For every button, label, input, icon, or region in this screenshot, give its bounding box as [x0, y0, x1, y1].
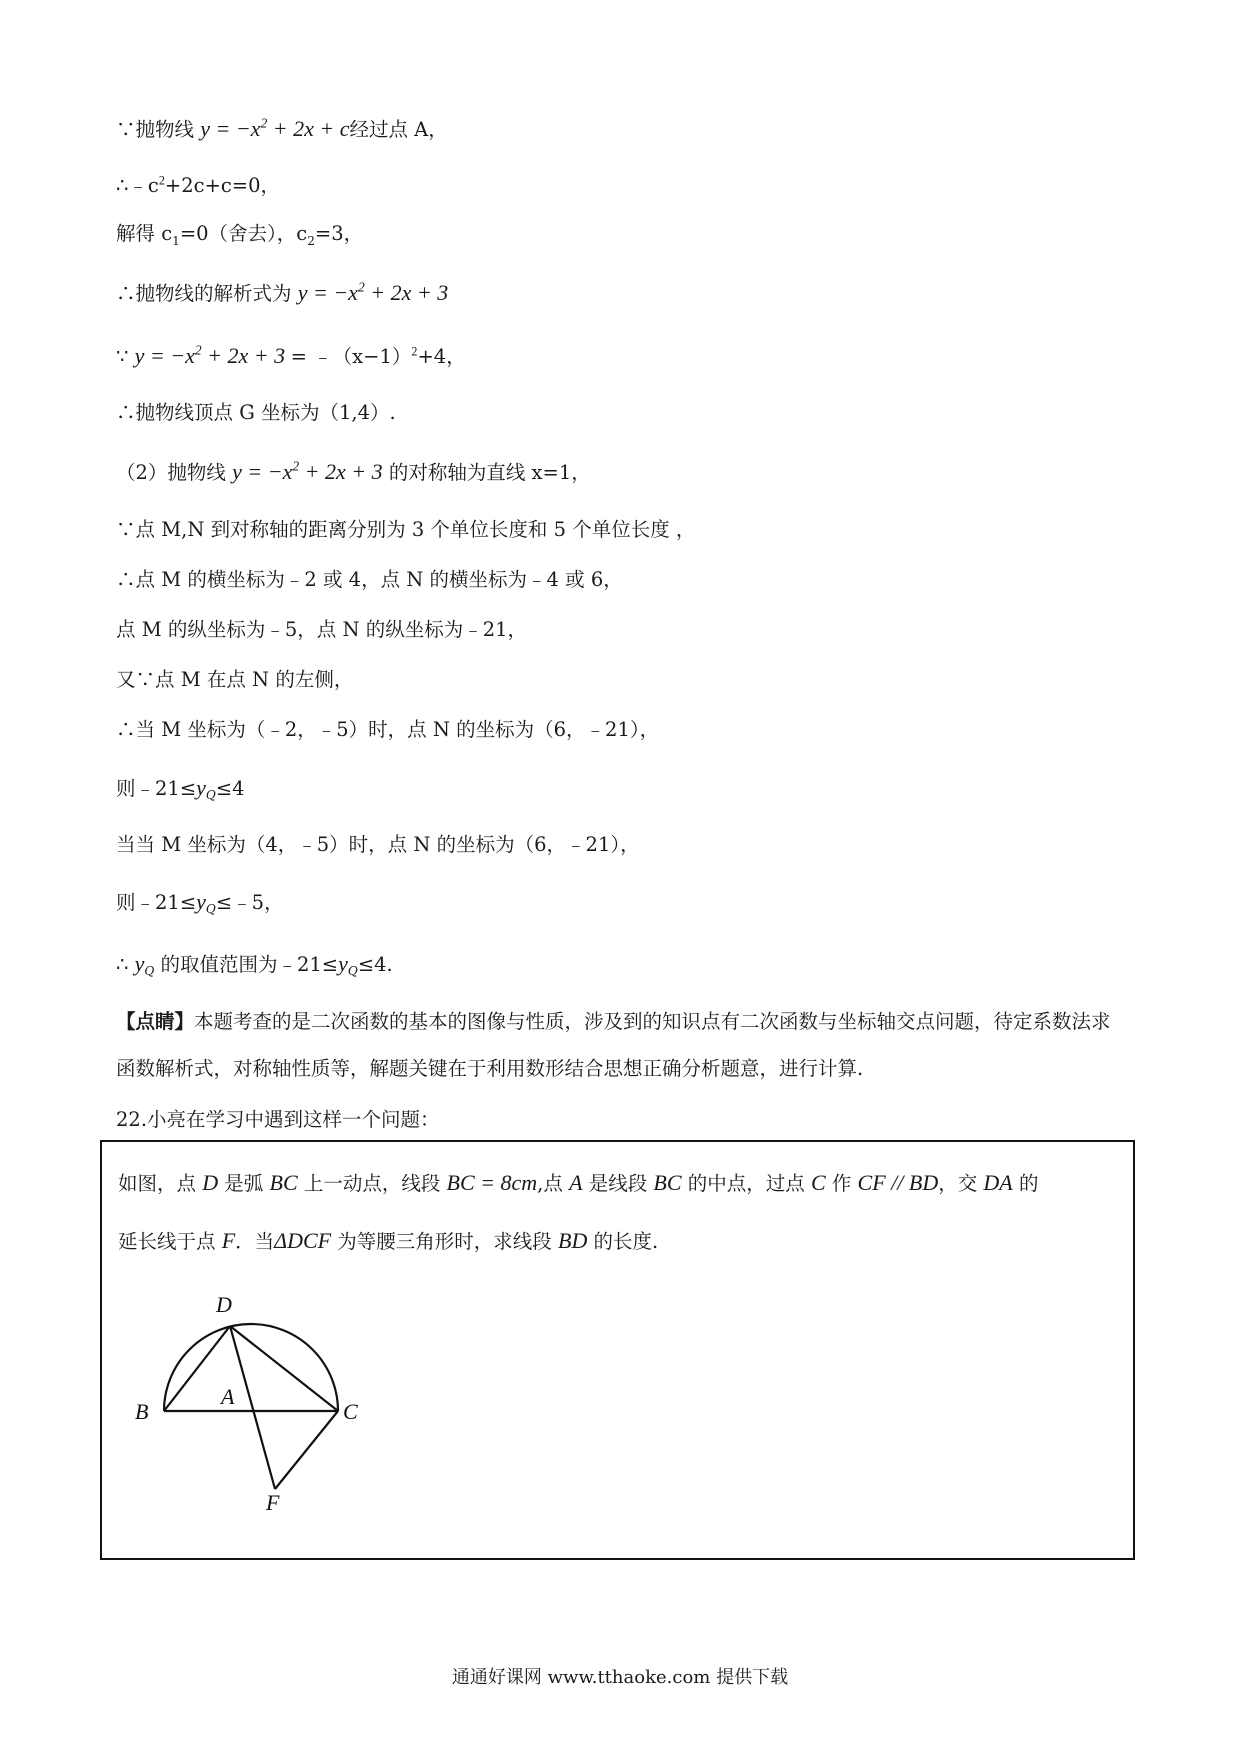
text: ≤4. — [357, 953, 393, 976]
text: 的中点，过点 — [681, 1172, 811, 1195]
text: 为等腰三角形时，求线段 — [331, 1230, 558, 1253]
point-label: A — [569, 1170, 583, 1195]
exponent: 2 — [158, 173, 165, 188]
equation — [135, 343, 291, 368]
footer-text: 通通好课网 www.tthaoke.com 提供下载 — [451, 1667, 789, 1688]
text: ，交 — [938, 1172, 984, 1195]
text: 上一动点，线段 — [297, 1172, 447, 1195]
text: 经过点 A， — [349, 118, 448, 141]
subscript: 1 — [172, 233, 180, 248]
exponent: 2 — [292, 458, 300, 474]
footer — [0, 1663, 1240, 1689]
text: ∵ — [116, 345, 135, 368]
text: 作 — [825, 1172, 858, 1195]
eq-part: y = −x — [297, 280, 358, 305]
label-c: C — [343, 1399, 358, 1424]
solution-line-8 — [116, 520, 695, 540]
variable: y — [338, 951, 348, 976]
text: 点 M 的纵坐标为﹣5，点 N 的纵坐标为﹣21， — [116, 618, 528, 641]
solution-line-5 — [116, 342, 466, 368]
solution-line-12 — [116, 720, 659, 740]
point-label: D — [202, 1170, 219, 1195]
solution-line-13 — [116, 775, 245, 803]
label-a: A — [221, 1384, 235, 1409]
problem-paragraph-2 — [118, 1230, 1118, 1252]
text: ∵点 M,N 到对称轴的距离分别为 3 个单位长度和 5 个单位长度 ， — [116, 518, 696, 541]
segment-cf — [275, 1411, 338, 1489]
solution-line-14 — [116, 835, 640, 855]
subscript: Q — [144, 964, 155, 979]
text: ≤4 — [215, 777, 245, 800]
subscript: Q — [347, 964, 358, 979]
text: 的对称轴为直线 x=1， — [382, 461, 591, 484]
text: 又∵点 M 在点 N 的左侧， — [116, 668, 354, 691]
text: 的取值范围为﹣21≤ — [154, 953, 339, 976]
solution-line-6 — [116, 403, 396, 423]
solution-line-10 — [116, 620, 527, 640]
text: ≤﹣5， — [215, 891, 284, 914]
eq-part: y = −x — [200, 116, 261, 141]
question-title-text: 22.小亮在学习中遇到这样一个问题： — [116, 1108, 440, 1131]
solution-line-16 — [116, 951, 393, 979]
text: 的长度. — [587, 1230, 659, 1253]
label-f: F — [266, 1490, 280, 1512]
text: 是弧 — [218, 1172, 270, 1195]
equation — [298, 280, 449, 305]
problem-paragraph-1 — [118, 1172, 1118, 1194]
text: 则﹣21≤ — [116, 891, 197, 914]
label-b: B — [135, 1399, 149, 1424]
eq-part: y = −x — [232, 459, 293, 484]
text: 延长线于点 — [118, 1230, 222, 1253]
variable: y — [134, 951, 145, 976]
segment-dc — [230, 1326, 338, 1411]
text: =0（舍去），c — [179, 222, 308, 245]
text: ∴﹣c — [116, 174, 159, 197]
solution-line-4 — [116, 279, 449, 305]
solution-line-1 — [116, 115, 448, 141]
eq-part: + 2x + 3 — [364, 280, 449, 305]
solution-line-9 — [116, 570, 623, 590]
segment-label: DA — [983, 1170, 1013, 1195]
note-text: 本题考查的是二次函数的基本的图像与性质，涉及到的知识点有二次函数与坐标轴交点问题，待定系数法求函数解析式，对称轴性质等，解题关键在于利用数形结合思想正确分析题意，进行计算. — [116, 1010, 1111, 1080]
text: 解得 c — [116, 222, 173, 245]
geometry-figure — [117, 1282, 377, 1512]
subscript: Q — [205, 788, 216, 803]
solution-line-7 — [116, 458, 591, 484]
text: ∴当 M 坐标为（﹣2，﹣5）时，点 N 的坐标为（6，﹣21）， — [116, 718, 660, 741]
label-d: D — [216, 1292, 232, 1317]
solution-line-15 — [116, 889, 284, 917]
eq-part: + 2x + 3 — [299, 459, 383, 484]
variable: y — [196, 889, 206, 914]
exponent: 2 — [411, 344, 418, 359]
subscript: Q — [205, 902, 216, 917]
text: +2c+c=0， — [164, 174, 281, 197]
text: ,点 — [537, 1172, 570, 1195]
parallel-statement: CF // BD — [857, 1170, 939, 1195]
text: 则﹣21≤ — [116, 777, 197, 800]
question-title — [116, 1110, 440, 1130]
segment-label: BC — [653, 1170, 682, 1195]
length-equation: BC = 8cm — [446, 1170, 538, 1195]
text: 的 — [1012, 1172, 1039, 1195]
exponent: 2 — [194, 342, 202, 358]
text: ∵抛物线 — [116, 118, 201, 141]
arc-label: BC — [269, 1170, 298, 1195]
eq-part: y = −x — [134, 343, 195, 368]
segment-label: BD — [558, 1228, 588, 1253]
text: =3， — [314, 222, 364, 245]
text: ∴抛物线顶点 G 坐标为（1,4）. — [116, 401, 396, 424]
text: ∴抛物线的解析式为 — [116, 282, 298, 305]
text: （2）抛物线 — [116, 461, 233, 484]
solution-line-3 — [116, 222, 364, 248]
key-point-note — [116, 998, 1126, 1092]
solution-line-2 — [116, 173, 281, 197]
text: 如图，点 — [118, 1172, 203, 1195]
text: = ﹣（x−1） — [290, 345, 412, 368]
equation — [200, 116, 349, 141]
subscript: 2 — [307, 233, 315, 248]
text: 当当 M 坐标为（4，﹣5）时，点 N 的坐标为（6，﹣21）， — [116, 833, 640, 856]
eq-part: + 2x + 3 — [201, 343, 291, 368]
point-label: F — [221, 1228, 236, 1253]
text: ∴ — [116, 953, 135, 976]
problem-box — [100, 1140, 1135, 1560]
solution-line-11 — [116, 670, 353, 690]
text: +4， — [417, 345, 466, 368]
point-label: C — [810, 1170, 826, 1195]
variable: y — [196, 775, 206, 800]
text: ．当 — [235, 1230, 275, 1253]
text: 是线段 — [582, 1172, 654, 1195]
triangle-label: ΔDCF — [274, 1228, 332, 1253]
text: ∴点 M 的横坐标为﹣2 或 4，点 N 的横坐标为﹣4 或 6， — [116, 568, 623, 591]
note-tag: 【点睛】 — [116, 1010, 195, 1033]
exponent: 2 — [357, 279, 365, 295]
exponent: 2 — [260, 115, 268, 131]
eq-part: + 2x + c — [267, 116, 350, 141]
equation — [232, 459, 383, 484]
segment-df — [230, 1326, 275, 1489]
